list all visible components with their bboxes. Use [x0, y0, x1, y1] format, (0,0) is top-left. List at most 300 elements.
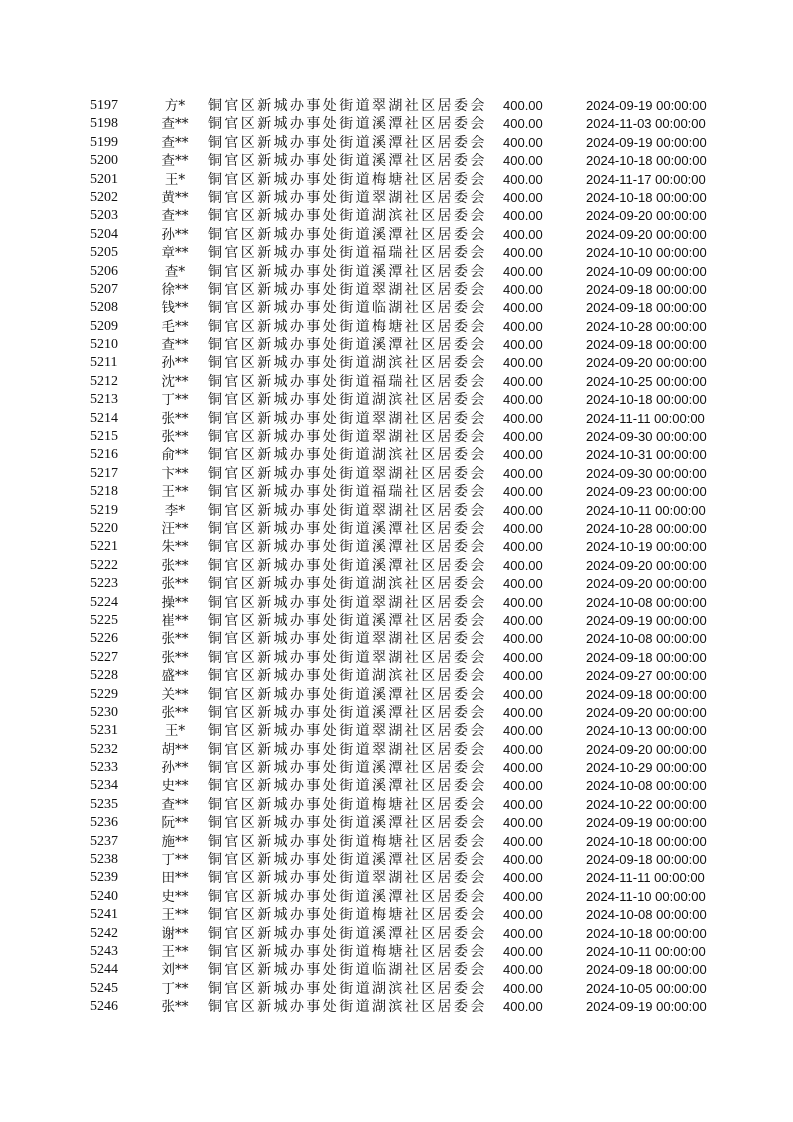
table-row [0, 520, 793, 538]
table-row [0, 226, 793, 244]
row-number: 5241 [90, 907, 118, 923]
amount-cell: 400.00 [503, 337, 543, 353]
amount-cell: 400.00 [503, 907, 543, 923]
date-cell: 2024-09-27 00:00:00 [586, 668, 707, 684]
table-row [0, 759, 793, 777]
name-cell: 孙** [161, 760, 189, 777]
name-cell: 毛** [161, 318, 189, 335]
row-number: 5224 [90, 594, 118, 610]
table-row [0, 299, 793, 317]
table-row [0, 428, 793, 446]
date-cell: 2024-09-30 00:00:00 [586, 429, 707, 445]
table-row [0, 796, 793, 814]
table-row [0, 189, 793, 207]
row-number: 5199 [90, 134, 118, 150]
amount-cell: 400.00 [503, 245, 543, 261]
date-cell: 2024-10-13 00:00:00 [586, 723, 707, 739]
name-cell: 钱** [161, 300, 189, 317]
name-cell: 查** [161, 153, 189, 170]
name-cell: 章** [161, 245, 189, 262]
row-number: 5213 [90, 392, 118, 408]
name-cell: 丁** [161, 852, 189, 869]
amount-cell: 400.00 [503, 852, 543, 868]
name-cell: 王** [161, 907, 189, 924]
amount-cell: 400.00 [503, 465, 543, 481]
organization-cell: 铜官区新城办事处街道翠湖社区居委会 [208, 741, 487, 758]
name-cell: 查* [164, 263, 186, 280]
row-number: 5197 [90, 98, 118, 113]
date-cell: 2024-10-18 00:00:00 [586, 925, 707, 941]
amount-cell: 400.00 [503, 649, 543, 665]
organization-cell: 铜官区新城办事处街道翠湖社区居委会 [208, 429, 487, 446]
organization-cell: 铜官区新城办事处街道梅塘社区居委会 [208, 943, 487, 960]
organization-cell: 铜官区新城办事处街道溪潭社区居委会 [208, 226, 487, 243]
amount-cell: 400.00 [503, 429, 543, 445]
organization-cell: 铜官区新城办事处街道福瑞社区居委会 [208, 373, 487, 390]
name-cell: 卞** [161, 465, 189, 482]
organization-cell: 铜官区新城办事处街道湖滨社区居委会 [208, 980, 487, 997]
row-number: 5216 [90, 447, 118, 463]
amount-cell: 400.00 [503, 741, 543, 757]
amount-cell: 400.00 [503, 520, 543, 536]
date-cell: 2024-10-31 00:00:00 [586, 447, 707, 463]
name-cell: 丁** [161, 392, 189, 409]
organization-cell: 铜官区新城办事处街道溪潭社区居委会 [208, 760, 487, 777]
row-number: 5221 [90, 539, 118, 555]
name-cell: 史** [161, 778, 189, 795]
row-number: 5222 [90, 557, 118, 573]
date-cell: 2024-09-19 00:00:00 [586, 98, 707, 113]
row-number: 5210 [90, 337, 118, 353]
amount-cell: 400.00 [503, 373, 543, 389]
table-row [0, 722, 793, 740]
date-cell: 2024-11-17 00:00:00 [586, 171, 706, 187]
row-number: 5208 [90, 300, 118, 316]
row-number: 5209 [90, 318, 118, 334]
amount-cell: 400.00 [503, 612, 543, 628]
name-cell: 阮** [161, 815, 189, 832]
table-row [0, 465, 793, 483]
amount-cell: 400.00 [503, 760, 543, 776]
amount-cell: 400.00 [503, 576, 543, 592]
table-row [0, 630, 793, 648]
organization-cell: 铜官区新城办事处街道溪潭社区居委会 [208, 888, 487, 905]
row-number: 5215 [90, 429, 118, 445]
date-cell: 2024-09-19 00:00:00 [586, 999, 707, 1015]
row-number: 5231 [90, 723, 118, 739]
date-cell: 2024-10-22 00:00:00 [586, 796, 707, 812]
row-number: 5203 [90, 208, 118, 224]
name-cell: 王** [161, 484, 189, 501]
date-cell: 2024-09-30 00:00:00 [586, 465, 707, 481]
amount-cell: 400.00 [503, 557, 543, 573]
organization-cell: 铜官区新城办事处街道湖滨社区居委会 [208, 392, 487, 409]
table-row [0, 980, 793, 998]
organization-cell: 铜官区新城办事处街道溪潭社区居委会 [208, 852, 487, 869]
name-cell: 张** [161, 429, 189, 446]
table-row [0, 814, 793, 832]
name-cell: 查** [161, 796, 189, 813]
row-number: 5214 [90, 410, 118, 426]
date-cell: 2024-09-20 00:00:00 [586, 226, 707, 242]
organization-cell: 铜官区新城办事处街道临湖社区居委会 [208, 962, 487, 979]
row-number: 5245 [90, 980, 118, 996]
row-number: 5236 [90, 815, 118, 831]
table-row [0, 263, 793, 281]
organization-cell: 铜官区新城办事处街道溪潭社区居委会 [208, 134, 487, 151]
date-cell: 2024-09-18 00:00:00 [586, 337, 707, 353]
row-number: 5217 [90, 465, 118, 481]
name-cell: 查** [161, 337, 189, 354]
amount-cell: 400.00 [503, 392, 543, 408]
date-cell: 2024-09-19 00:00:00 [586, 815, 707, 831]
organization-cell: 铜官区新城办事处街道梅塘社区居委会 [208, 907, 487, 924]
organization-cell: 铜官区新城办事处街道临湖社区居委会 [208, 300, 487, 317]
table-row [0, 686, 793, 704]
name-cell: 黄** [161, 189, 189, 206]
organization-cell: 铜官区新城办事处街道梅塘社区居委会 [208, 318, 487, 335]
amount-cell: 400.00 [503, 539, 543, 555]
amount-cell: 400.00 [503, 815, 543, 831]
row-number: 5243 [90, 943, 118, 959]
date-cell: 2024-09-19 00:00:00 [586, 134, 707, 150]
amount-cell: 400.00 [503, 999, 543, 1015]
table-row [0, 906, 793, 924]
date-cell: 2024-11-11 00:00:00 [586, 870, 705, 886]
row-number: 5228 [90, 668, 118, 684]
row-number: 5240 [90, 888, 118, 904]
table-row [0, 777, 793, 795]
name-cell: 王* [164, 171, 186, 188]
date-cell: 2024-10-05 00:00:00 [586, 980, 707, 996]
organization-cell: 铜官区新城办事处街道翠湖社区居委会 [208, 723, 487, 740]
organization-cell: 铜官区新城办事处街道溪潭社区居委会 [208, 704, 487, 721]
row-number: 5198 [90, 116, 118, 132]
table-row [0, 869, 793, 887]
amount-cell: 400.00 [503, 281, 543, 297]
amount-cell: 400.00 [503, 870, 543, 886]
amount-cell: 400.00 [503, 631, 543, 647]
date-cell: 2024-10-11 00:00:00 [586, 502, 706, 518]
organization-cell: 铜官区新城办事处街道湖滨社区居委会 [208, 576, 487, 593]
organization-cell: 铜官区新城办事处街道溪潭社区居委会 [208, 539, 487, 556]
row-number: 5226 [90, 631, 118, 647]
organization-cell: 铜官区新城办事处街道溪潭社区居委会 [208, 520, 487, 537]
name-cell: 谢** [161, 925, 189, 942]
amount-cell: 400.00 [503, 226, 543, 242]
amount-cell: 400.00 [503, 723, 543, 739]
date-cell: 2024-10-08 00:00:00 [586, 594, 707, 610]
row-number: 5238 [90, 852, 118, 868]
organization-cell: 铜官区新城办事处街道湖滨社区居委会 [208, 208, 487, 225]
table-row [0, 446, 793, 464]
date-cell: 2024-09-18 00:00:00 [586, 962, 707, 978]
organization-cell: 铜官区新城办事处街道梅塘社区居委会 [208, 833, 487, 850]
organization-cell: 铜官区新城办事处街道溪潭社区居委会 [208, 686, 487, 703]
table-row [0, 888, 793, 906]
organization-cell: 铜官区新城办事处街道湖滨社区居委会 [208, 668, 487, 685]
name-cell: 孙** [161, 355, 189, 372]
table-row [0, 575, 793, 593]
organization-cell: 铜官区新城办事处街道福瑞社区居委会 [208, 245, 487, 262]
table-row [0, 833, 793, 851]
organization-cell: 铜官区新城办事处街道翠湖社区居委会 [208, 502, 487, 519]
row-number: 5233 [90, 760, 118, 776]
organization-cell: 铜官区新城办事处街道溪潭社区居委会 [208, 612, 487, 629]
date-cell: 2024-10-18 00:00:00 [586, 189, 707, 205]
amount-cell: 400.00 [503, 704, 543, 720]
amount-cell: 400.00 [503, 925, 543, 941]
date-cell: 2024-09-20 00:00:00 [586, 355, 707, 371]
date-cell: 2024-09-20 00:00:00 [586, 576, 707, 592]
amount-cell: 400.00 [503, 116, 543, 132]
row-number: 5235 [90, 796, 118, 812]
amount-cell: 400.00 [503, 189, 543, 205]
name-cell: 张** [161, 704, 189, 721]
amount-cell: 400.00 [503, 355, 543, 371]
name-cell: 盛** [161, 668, 189, 685]
table-row [0, 594, 793, 612]
organization-cell: 铜官区新城办事处街道梅塘社区居委会 [208, 796, 487, 813]
table-row [0, 318, 793, 336]
row-number: 5230 [90, 704, 118, 720]
organization-cell: 铜官区新城办事处街道翠湖社区居委会 [208, 465, 487, 482]
name-cell: 徐** [161, 281, 189, 298]
date-cell: 2024-10-11 00:00:00 [586, 943, 706, 959]
date-cell: 2024-09-19 00:00:00 [586, 612, 707, 628]
name-cell: 查** [161, 116, 189, 133]
row-number: 5225 [90, 612, 118, 628]
date-cell: 2024-10-08 00:00:00 [586, 778, 707, 794]
name-cell: 张** [161, 631, 189, 648]
row-number: 5237 [90, 833, 118, 849]
amount-cell: 400.00 [503, 833, 543, 849]
organization-cell: 铜官区新城办事处街道翠湖社区居委会 [208, 98, 487, 114]
table-row [0, 961, 793, 979]
table-row [0, 667, 793, 685]
table-row [0, 97, 793, 115]
name-cell: 李* [164, 502, 186, 519]
amount-cell: 400.00 [503, 484, 543, 500]
table-row [0, 704, 793, 722]
amount-cell: 400.00 [503, 594, 543, 610]
date-cell: 2024-09-23 00:00:00 [586, 484, 707, 500]
amount-cell: 400.00 [503, 778, 543, 794]
table-row [0, 925, 793, 943]
row-number: 5218 [90, 484, 118, 500]
amount-cell: 400.00 [503, 796, 543, 812]
amount-cell: 400.00 [503, 171, 543, 187]
table-row [0, 115, 793, 133]
date-cell: 2024-10-08 00:00:00 [586, 907, 707, 923]
row-number: 5211 [90, 355, 118, 371]
date-cell: 2024-11-03 00:00:00 [586, 116, 706, 132]
organization-cell: 铜官区新城办事处街道溪潭社区居委会 [208, 778, 487, 795]
name-cell: 方* [164, 98, 186, 114]
organization-cell: 铜官区新城办事处街道溪潭社区居委会 [208, 153, 487, 170]
date-cell: 2024-10-19 00:00:00 [586, 539, 707, 555]
date-cell: 2024-09-20 00:00:00 [586, 704, 707, 720]
date-cell: 2024-10-29 00:00:00 [586, 760, 707, 776]
name-cell: 丁** [161, 980, 189, 997]
organization-cell: 铜官区新城办事处街道梅塘社区居委会 [208, 171, 487, 188]
organization-cell: 铜官区新城办事处街道翠湖社区居委会 [208, 281, 487, 298]
date-cell: 2024-09-20 00:00:00 [586, 557, 707, 573]
name-cell: 胡** [161, 741, 189, 758]
amount-cell: 400.00 [503, 888, 543, 904]
organization-cell: 铜官区新城办事处街道翠湖社区居委会 [208, 649, 487, 666]
row-number: 5227 [90, 649, 118, 665]
organization-cell: 铜官区新城办事处街道溪潭社区居委会 [208, 263, 487, 280]
amount-cell: 400.00 [503, 943, 543, 959]
amount-cell: 400.00 [503, 502, 543, 518]
date-cell: 2024-10-28 00:00:00 [586, 520, 707, 536]
table-row [0, 152, 793, 170]
amount-cell: 400.00 [503, 153, 543, 169]
date-cell: 2024-09-20 00:00:00 [586, 741, 707, 757]
date-cell: 2024-10-08 00:00:00 [586, 631, 707, 647]
name-cell: 关** [161, 686, 189, 703]
organization-cell: 铜官区新城办事处街道溪潭社区居委会 [208, 815, 487, 832]
table-row [0, 373, 793, 391]
table-row [0, 649, 793, 667]
amount-cell: 400.00 [503, 410, 543, 426]
organization-cell: 铜官区新城办事处街道福瑞社区居委会 [208, 484, 487, 501]
table-row [0, 998, 793, 1016]
name-cell: 王* [164, 723, 186, 740]
name-cell: 张** [161, 649, 189, 666]
row-number: 5242 [90, 925, 118, 941]
amount-cell: 400.00 [503, 98, 543, 113]
table-row [0, 171, 793, 189]
row-number: 5205 [90, 245, 118, 261]
organization-cell: 铜官区新城办事处街道溪潭社区居委会 [208, 925, 487, 942]
table-row [0, 207, 793, 225]
table-row [0, 612, 793, 630]
amount-cell: 400.00 [503, 447, 543, 463]
row-number: 5207 [90, 281, 118, 297]
row-number: 5246 [90, 999, 118, 1015]
date-cell: 2024-09-18 00:00:00 [586, 281, 707, 297]
table-row [0, 410, 793, 428]
amount-cell: 400.00 [503, 962, 543, 978]
date-cell: 2024-11-10 00:00:00 [586, 888, 706, 904]
date-cell: 2024-10-18 00:00:00 [586, 392, 707, 408]
name-cell: 沈** [161, 373, 189, 390]
amount-cell: 400.00 [503, 134, 543, 150]
organization-cell: 铜官区新城办事处街道湖滨社区居委会 [208, 999, 487, 1016]
amount-cell: 400.00 [503, 318, 543, 334]
organization-cell: 铜官区新城办事处街道湖滨社区居委会 [208, 447, 487, 464]
amount-cell: 400.00 [503, 300, 543, 316]
amount-cell: 400.00 [503, 980, 543, 996]
name-cell: 孙** [161, 226, 189, 243]
table-row [0, 134, 793, 152]
name-cell: 查** [161, 208, 189, 225]
row-number: 5223 [90, 576, 118, 592]
row-number: 5201 [90, 171, 118, 187]
table-row [0, 336, 793, 354]
date-cell: 2024-09-20 00:00:00 [586, 208, 707, 224]
amount-cell: 400.00 [503, 686, 543, 702]
row-number: 5244 [90, 962, 118, 978]
table-row [0, 538, 793, 556]
subsidy-table [0, 97, 793, 1017]
date-cell: 2024-09-18 00:00:00 [586, 686, 707, 702]
table-row [0, 851, 793, 869]
organization-cell: 铜官区新城办事处街道溪潭社区居委会 [208, 116, 487, 133]
row-number: 5200 [90, 153, 118, 169]
table-row [0, 943, 793, 961]
name-cell: 查** [161, 134, 189, 151]
amount-cell: 400.00 [503, 668, 543, 684]
organization-cell: 铜官区新城办事处街道翠湖社区居委会 [208, 870, 487, 887]
table-row [0, 741, 793, 759]
name-cell: 王** [161, 943, 189, 960]
date-cell: 2024-10-28 00:00:00 [586, 318, 707, 334]
date-cell: 2024-10-10 00:00:00 [586, 245, 707, 261]
row-number: 5220 [90, 520, 118, 536]
name-cell: 田** [161, 870, 189, 887]
amount-cell: 400.00 [503, 263, 543, 279]
organization-cell: 铜官区新城办事处街道溪潭社区居委会 [208, 557, 487, 574]
name-cell: 张** [161, 410, 189, 427]
table-row [0, 483, 793, 501]
row-number: 5239 [90, 870, 118, 886]
date-cell: 2024-11-11 00:00:00 [586, 410, 705, 426]
date-cell: 2024-09-18 00:00:00 [586, 852, 707, 868]
date-cell: 2024-10-25 00:00:00 [586, 373, 707, 389]
row-number: 5234 [90, 778, 118, 794]
row-number: 5232 [90, 741, 118, 757]
organization-cell: 铜官区新城办事处街道翠湖社区居委会 [208, 594, 487, 611]
organization-cell: 铜官区新城办事处街道翠湖社区居委会 [208, 189, 487, 206]
name-cell: 张** [161, 557, 189, 574]
name-cell: 操** [161, 594, 189, 611]
table-row [0, 502, 793, 520]
name-cell: 施** [161, 833, 189, 850]
organization-cell: 铜官区新城办事处街道溪潭社区居委会 [208, 337, 487, 354]
name-cell: 张** [161, 999, 189, 1016]
organization-cell: 铜官区新城办事处街道翠湖社区居委会 [208, 631, 487, 648]
row-number: 5219 [90, 502, 118, 518]
name-cell: 史** [161, 888, 189, 905]
row-number: 5202 [90, 189, 118, 205]
date-cell: 2024-09-18 00:00:00 [586, 300, 707, 316]
name-cell: 张** [161, 576, 189, 593]
name-cell: 俞** [161, 447, 189, 464]
row-number: 5206 [90, 263, 118, 279]
row-number: 5229 [90, 686, 118, 702]
row-number: 5212 [90, 373, 118, 389]
date-cell: 2024-09-18 00:00:00 [586, 649, 707, 665]
date-cell: 2024-10-18 00:00:00 [586, 833, 707, 849]
table-row [0, 354, 793, 372]
date-cell: 2024-10-09 00:00:00 [586, 263, 707, 279]
organization-cell: 铜官区新城办事处街道翠湖社区居委会 [208, 410, 487, 427]
organization-cell: 铜官区新城办事处街道湖滨社区居委会 [208, 355, 487, 372]
table-row [0, 391, 793, 409]
name-cell: 崔** [161, 612, 189, 629]
name-cell: 刘** [161, 962, 189, 979]
table-row [0, 557, 793, 575]
name-cell: 朱** [161, 539, 189, 556]
row-number: 5204 [90, 226, 118, 242]
date-cell: 2024-10-18 00:00:00 [586, 153, 707, 169]
amount-cell: 400.00 [503, 208, 543, 224]
table-row [0, 281, 793, 299]
name-cell: 汪** [161, 520, 189, 537]
